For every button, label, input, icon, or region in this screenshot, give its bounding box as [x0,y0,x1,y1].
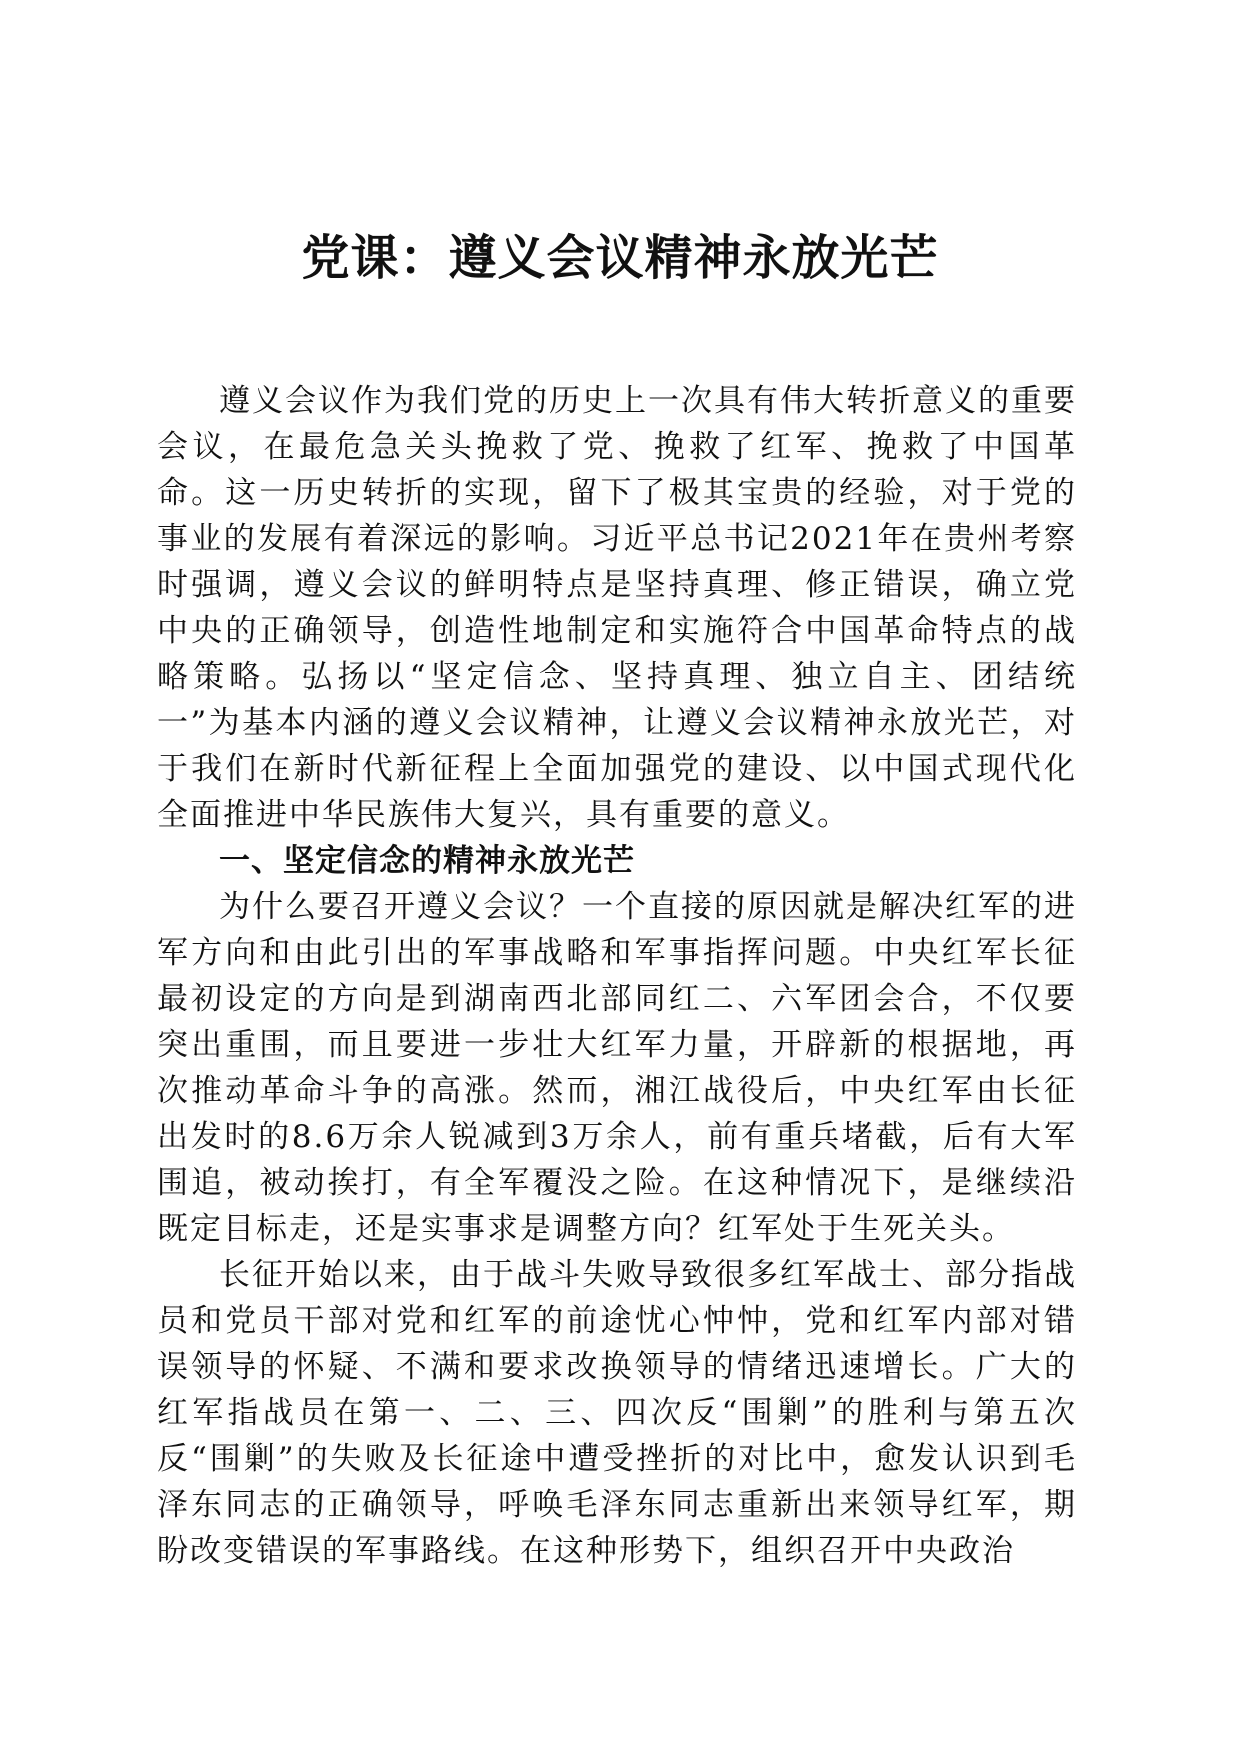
intro-paragraph: 遵义会议作为我们党的历史上一次具有伟大转折意义的重要会议，在最危急关头挽救了党、挽救了红军、挽救了中国革命。这一历史转折的实现，留下了极其宝贵的经验，对于党的事业的发展有着深远的影响。习近平总书记2021年在贵州考察时强调，遵义会议的鲜明特点是坚持真理、修正错误，确立党中央的正确领导，创造性地制定和实施符合中国革命特点的战略策略。弘扬以“坚定信念、坚持真理、独立自主、团结统一”为基本内涵的遵义会议精神，让遵义会议精神永放光芒，对于我们在新时代新征程上全面加强党的建设、以中国式现代化全面推进中华民族伟大复兴，具有重要的意义。 [157,383,1077,833]
section-heading: 一、坚定信念的精神永放光芒 [219,843,635,879]
document-body [157,378,1077,1574]
body-paragraph: 长征开始以来，由于战斗失败导致很多红军战士、部分指战员和党员干部对党和红军的前途忧心忡忡，党和红军内部对错误领导的怀疑、不满和要求改换领导的情绪迅速增长。广大的红军指战员在第一、二、三、四次反“围剿”的胜利与第五次反“围剿”的失败及长征途中遭受挫折的对比中，愈发认识到毛泽东同志的正确领导，呼唤毛泽东同志重新出来领导红军，期盼改变错误的军事路线。在这种形势下，组织召开中央政治 [157,1257,1077,1569]
document-title: 党课：遵义会议精神永放光芒 [301,230,939,286]
body-paragraph: 为什么要召开遵义会议？一个直接的原因就是解决红军的进军方向和由此引出的军事战略和军事指挥问题。中央红军长征最初设定的方向是到湖南西北部同红二、六军团会合，不仅要突出重围，而且要进一步壮大红军力量，开辟新的根据地，再次推动革命斗争的高涨。然而，湘江战役后，中央红军由长征出发时的8.6万余人锐减到3万余人，前有重兵堵截，后有大军围追，被动挨打，有全军覆没之险。在这种情况下，是继续沿既定目标走，还是实事求是调整方向？红军处于生死关头。 [157,889,1077,1247]
